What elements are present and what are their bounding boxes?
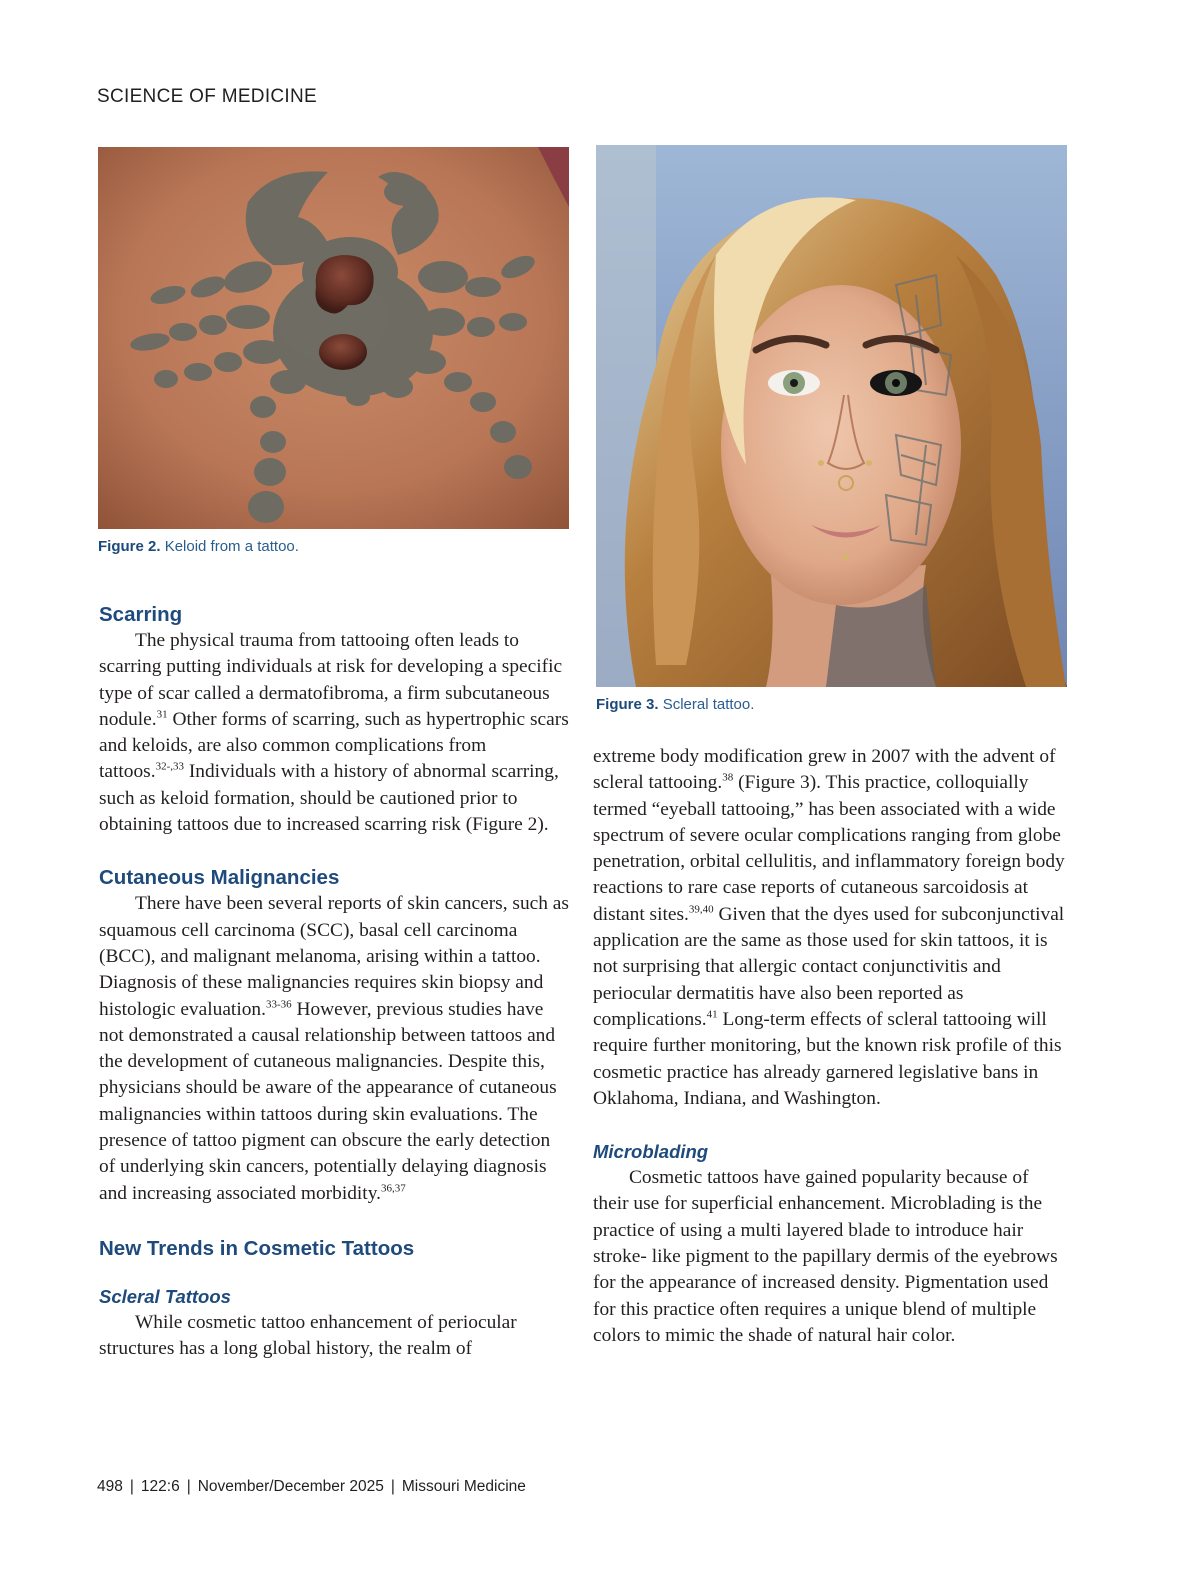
microblading-paragraph: Cosmetic tattoos have gained popularity because of their use for superficial enhancement. Microblading is the practice of using a multi layered blade to introduce hair stroke- like pigment to the papillary dermis of the eyebrows for the appearance of increased density. Pigmentation used for this practice often requires a unique blend of multiple colors to mimic the shade of natural hair color. [593, 1167, 1058, 1346]
reference-sup: 41 [706, 1008, 718, 1021]
subheading-microblading: Microblading [593, 1141, 709, 1163]
right-column [593, 744, 1068, 1349]
figure-3-label: Figure 3. [596, 696, 659, 713]
scleral-text-4: Given that the dyes used for subconjunctival application are the same as those used for skin tattoos, it is not surprising that allergic contact conjunctivitis and periocular dermatitis have also been reported as complications. [593, 903, 1065, 1030]
scarring-text-3: Individuals with a history of abnormal scarring, such as keloid formation, should be cautioned prior to obtaining tattoos due to increased scarring risk (Figure 2). [99, 761, 559, 836]
figure-3-caption [596, 696, 754, 713]
subheading-scleral-tattoos: Scleral Tattoos [99, 1285, 231, 1307]
scleral-text-3: (Figure 3). This practice, colloquially termed “eyeball tattooing,” has been associated with a wide spectrum of severe ocular complications ranging from globe penetration, orbital cellulitis, and inflammatory foreign body reactions to rare case reports of cutaneous sarcoidosis at distant sites. [593, 772, 1065, 925]
heading-cutaneous-malignancies: Cutaneous Malignancies [99, 866, 340, 890]
reference-sup: 39,40 [688, 903, 714, 916]
heading-new-trends: New Trends in Cosmetic Tattoos [99, 1236, 415, 1260]
issue-number: 122:6 [140, 1478, 180, 1495]
scleral-text-5: Long-term effects of scleral tattooing will require further monitoring, but the known risk profile of this cosmetic practice has already garnered legislative bans in Oklahoma, Indiana, and Washington. [593, 1008, 1062, 1109]
scleral-text-2: extreme body modification grew in 2007 with the advent of scleral tattooing. [593, 746, 1056, 794]
journal-name: Missouri Medicine [401, 1478, 526, 1495]
issue-date: November/December 2025 [197, 1478, 384, 1495]
scarring-text-2: Other forms of scarring, such as hypertrophic scars and keloids, are also common complications from tattoos. [99, 708, 569, 783]
figure-2-caption-text: Keloid from a tattoo. [164, 538, 299, 555]
figure-3-caption-text: Scleral tattoo. [662, 696, 755, 713]
page-footer [97, 1478, 526, 1496]
scarring-paragraph [99, 628, 571, 838]
malignancies-paragraph [99, 891, 571, 1207]
scleral-paragraph-start: While cosmetic tattoo enhancement of periocular structures has a long global history, the realm of [99, 1311, 517, 1360]
malignancies-text-1: There have been several reports of skin cancers, such as squamous cell carcinoma (SCC), basal cell carcinoma (BCC), and malignant melanoma, arising within a tattoo. Diagnosis of these malignancies requires skin biopsy and histologic evaluation. [99, 893, 569, 1020]
scarring-text-1: The physical trauma from tattooing often leads to scarring putting individuals at risk for developing a specific type of scar called a dermatofibroma, a firm subcutaneous nodule. [99, 630, 563, 730]
malignancies-text-2: However, previous studies have not demonstrated a causal relationship between tattoos and the development of cutaneous malignancies. Despite this, physicians should be aware of the appearance of cutaneous malignancies within tattoos during skin evaluations. The presence of tattoo pigment can obscure the early detection of underlying skin cancers, potentially delaying diagnosis and increasing associated morbidity. [99, 998, 557, 1204]
reference-sup: 33-36 [265, 998, 292, 1011]
reference-sup: 32-,33 [155, 761, 184, 774]
figure-2-label: Figure 2. [98, 538, 161, 555]
footer-separator: | [129, 1478, 134, 1495]
figure-2-image [98, 147, 569, 529]
footer-separator: | [186, 1478, 191, 1495]
reference-sup: 38 [722, 771, 734, 784]
heading-scarring: Scarring [99, 603, 183, 626]
figure-2-caption [98, 538, 299, 555]
reference-sup: 31 [156, 708, 168, 721]
reference-sup: 36,37 [380, 1182, 406, 1195]
figure-3-image [596, 145, 1067, 687]
page-number: 498 [97, 1478, 123, 1495]
scleral-paragraph-continued [593, 744, 1068, 1112]
footer-separator: | [390, 1478, 395, 1495]
section-label: SCIENCE OF MEDICINE [97, 86, 317, 107]
left-column [99, 602, 571, 1363]
